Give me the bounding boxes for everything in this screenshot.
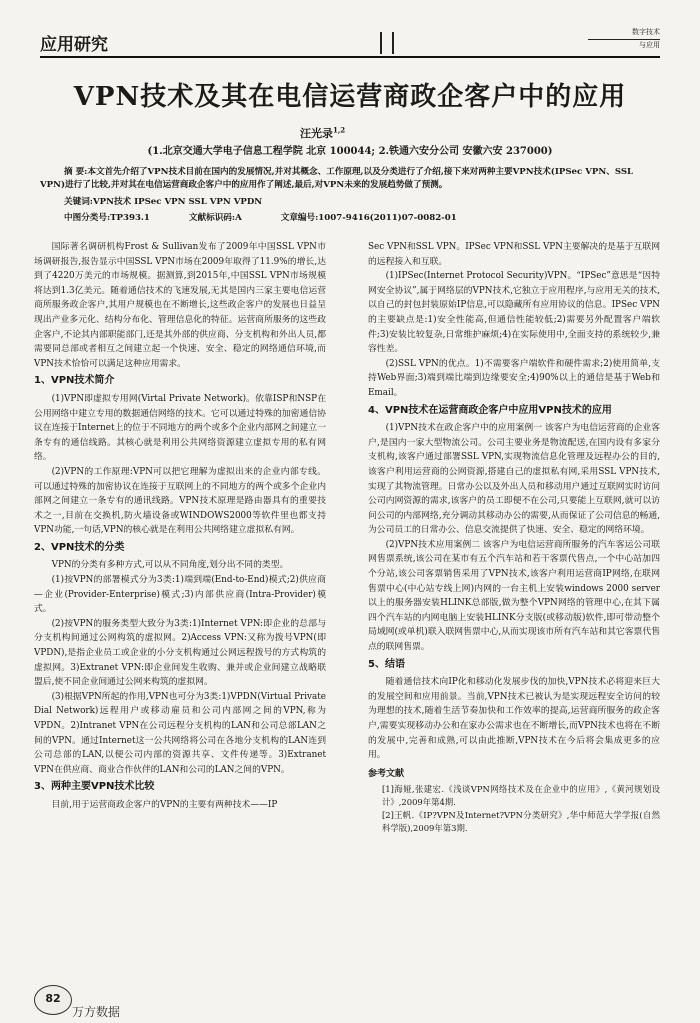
right-column (368, 240, 660, 835)
author-name: 汪光录 (300, 127, 333, 140)
paragraph: (2)SSL VPN的优点。1)不需要客户端软件和硬件需求;2)使用简单,支持Web界面;3)端到端比端到边缘要安全;4)90%以上的通信是基于Web和Email。 (368, 358, 660, 398)
intro-paragraph: 国际著名调研机构Frost & Sullivan发布了2009年中国SSL VPN市场调研报告,报告显示中国SSL VPN市场在2009年取得了11.9%的增长,达到了4220万美元的市场规模。据测算,到2015年,中国SSL VPN市场规模将达到1.3亿美元。随着通信技术的飞速发展,无其是国内三家主要电信运营商所服务政企客户,其用户规模也在不断增长,这些政企客户的发展也日益呈现出产业多元化、结构分布化、管理信息化的特征。运营商所服务的这些政企客户,不论其内部职能部门,还是其外部的供应商、分支机构和外出人员,都需要同总部或者相互之间建立起一个快速、安全、稳定的网络通信环境,而VPN技术恰恰可以满足这种应用需求。 (34, 242, 326, 369)
reference-item: [1]海娅,张建宏.《浅谈VPN网络技术及在企业中的应用》,《黄河规划设计》,2009年第4期. (382, 784, 660, 808)
paragraph: 随着通信技术向IP化和移动化发展步伐的加快,VPN技术必将迎来巨大的发展空间和应用前景。当前,VPN技术已被认为是实现远程安全访问的较为理想的技术,随着生活节奏加快和工作效率的提高,运营商所服务的政企客户,需要实现移动办公和在家办公需求也在不断增长,而VPN技术也将在不断的发展中,完善和成熟,可以由此推断,VPN技术在今后将会集成更多的应用。 (368, 677, 660, 761)
journal-logo (588, 28, 660, 56)
paragraph: (2)VPN的工作原理:VPN可以把它理解为虚拟出来的企业内部专线。可以通过特殊的加密协议在连接于互联网上的不同地方的两个或多个企业内部网之间建立一条专有的通讯线路。VPN技术原理是路由器具有的重要技术之一,目前在交换机,防火墙设备或WINDOWS2000等软件里也都支持VPN功能,一句话,VPN的核心就是在利用公共网络建立虚拟私有网。 (34, 466, 326, 536)
reference-item: [2]王帆.《IP?VPN及Internet?VPN分类研究》,华中师范大学学报(自然科学版),2009年第3期. (382, 810, 660, 834)
section-heading: 2、VPN技术的分类 (34, 541, 125, 553)
section-heading: 1、VPN技术简介 (34, 375, 115, 387)
paragraph: VPN的分类有多种方式,可以从不同角度,划分出不同的类型。 (51, 560, 289, 571)
paragraph: (2)VPN技术应用案例二 该客户为电信运营商所服务的汽车客运公司联网售票系统,该公司在某市有五个汽车站和若干客票代售点,一个中心站加四个分站,该公司客票销售采用了VPN技术,该客户利用运营商IP网络,在联网售票中心(中心站专线上网)内网的一台主机上安装windows 2000 server以上的服务器安装HLINK总部版,做为整个VPN网络的管理中心,在其下属四个汽车站的内网电脑上安装HLINK分支版(或移动版)软件,即可带动整个局域网(或单机)联入联网售票中心,从而实现该市所有汽车站和其它客票代售点的联网售票。 (368, 539, 660, 653)
section-heading: 4、VPN技术在运营商政企客户中应用VPN技术的应用 (368, 404, 612, 416)
references-heading: 参考文献 (368, 768, 405, 779)
paragraph-continued: Sec VPN和SSL VPN。IPSec VPN和SSL VPN主要解决的是基于互联网的远程接入和互联。 (368, 242, 660, 267)
journal-logo-line1: 数字技术 (632, 28, 660, 36)
paragraph: (1)按VPN的部署模式分为3类:1)端到端(End-to-End)模式;2)供应商—企业(Provider-Enterprise)模式;3)内部供应商(Intra-Provider)模式。 (34, 575, 326, 615)
section-heading: 5、结语 (368, 658, 405, 670)
paragraph: (1)VPN技术在政企客户中的应用案例一 该客户为电信运营商的企业客户,是国内一家大型物流公司。公司主要业务是物流配送,在国内设有多家分支机构,该客户通过部署SSL VPN,实现物流信息化管理及远程办公的目的,该客户利用运营商的公网资源,搭建自己的虚拟私有网,采用SSL VPN技术,实现了其物流管理。日常办公以及外出人员和移动用户通过互联网实时访问公司内网资源的需求,该客户的员工即便不在公司,只要能上互联网,就可以访问公司的内部网络,充分调动其移动办公的需要,从而保证了公司信息的畅通,为公司员工的日常办公、信息交流提供了快速、安全、稳定的网络环境。 (368, 423, 660, 536)
page-header (40, 30, 660, 58)
paragraph: (1)IPSec(Internet Protocol Security)VPN。“IPSec”意思是“因特网安全协议”,属于网络层的VPN技术,它独立于应用程序,与应用无关的技术,以自己的封包封装原始IP信息,可以隐藏所有应用协议的信息。IPSec VPN的主要缺点是:1)安全性能高,但通信性能较低;2)需要另外配置客户端软件;3)安装比较复杂,日常维护麻烦;4)在实际使用中,全面支持的系统较少,兼容性差。 (368, 271, 660, 355)
author (300, 125, 345, 141)
classification-line (64, 211, 475, 223)
paragraph: (3)根据VPN所起的作用,VPN也可分为3类:1)VPDN(Virtual Private Dial Network)远程用户或移动雇员和公司内部网之间的VPN,称为VPDN。2)Intranet VPN在公司远程分支机构的LAN和公司总部LAN之间的VPN。通过Internet这一公共网络将公司在各地分支机构的LAN连到公司总部的LAN,以便公司内部的资源共享、文件传递等。3)Extranet VPN在供应商、商业合作伙伴的LAN和公司的LAN之间的VPN。 (34, 691, 326, 775)
watermark: 万方数据 (72, 1005, 121, 1019)
abstract: 摘 要:本文首先介绍了VPN技术目前在国内的发展情况,并对其概念、工作原理,以及分类进行了介绍,接下来对两种主要VPN技术(IPSec VPN、SSL VPN)进行了比较,并对其在电信运营商政企客户中的应用作了阐述,最后,对VPN未来的发展趋势做了预测。 (40, 167, 634, 190)
header-divider-marks (380, 32, 398, 54)
section-label: 应用研究 (40, 35, 108, 55)
article-number: 文章编号:1007-9416(2011)07-0082-01 (280, 213, 457, 223)
page-number: 82 (45, 992, 61, 1005)
section-heading: 3、两种主要VPN技术比较 (34, 781, 155, 793)
paragraph: 目前,用于运营商政企客户的VPN的主要有两种技术——IP (51, 799, 278, 810)
journal-logo-line2: 与应用 (588, 39, 660, 50)
paragraph: (1)VPN即虚拟专用网(Virtal Private Network)。依靠ISP和NSP在公用网络中建立专用的数据通信网络的技术。它可以通过特殊的加密通信协议在连接于Internet上的位于不同地方的两个或多个企业内部网之间建立一条专有的通信线路。其核心就是利用公共网络资源建立虚拟专用的私有网络。 (34, 393, 326, 463)
article-title: VPN技术及其在电信运营商政企客户中的应用 (73, 82, 627, 112)
keywords: 关键词:VPN技术 IPSec VPN SSL VPN VPDN (64, 197, 263, 207)
affiliation: (1.北京交通大学电子信息工程学院 北京 100044; 2.铁通六安分公司 安徽六安 237000) (147, 146, 553, 157)
clc-number: 中图分类号:TP393.1 (64, 213, 150, 223)
page-number-badge (34, 985, 72, 1015)
document-code: 文献标识码:A (188, 213, 242, 223)
left-column (34, 240, 326, 813)
paragraph: (2)按VPN的服务类型大致分为3类:1)Internet VPN:即企业的总部与分支机构间通过公网构筑的虚拟网。2)Access VPN:又称为拨号VPN(即VPDN),是指企业员工或企业的小分支机构通过公网远程拨号的方式构筑的虚拟网。3)Extranet VPN:即企业间发生收购、兼并或企业间建立战略联盟后,使不同企业间通过公网来构筑的虚拟网。 (34, 618, 326, 688)
author-superscript: 1,2 (333, 125, 346, 135)
